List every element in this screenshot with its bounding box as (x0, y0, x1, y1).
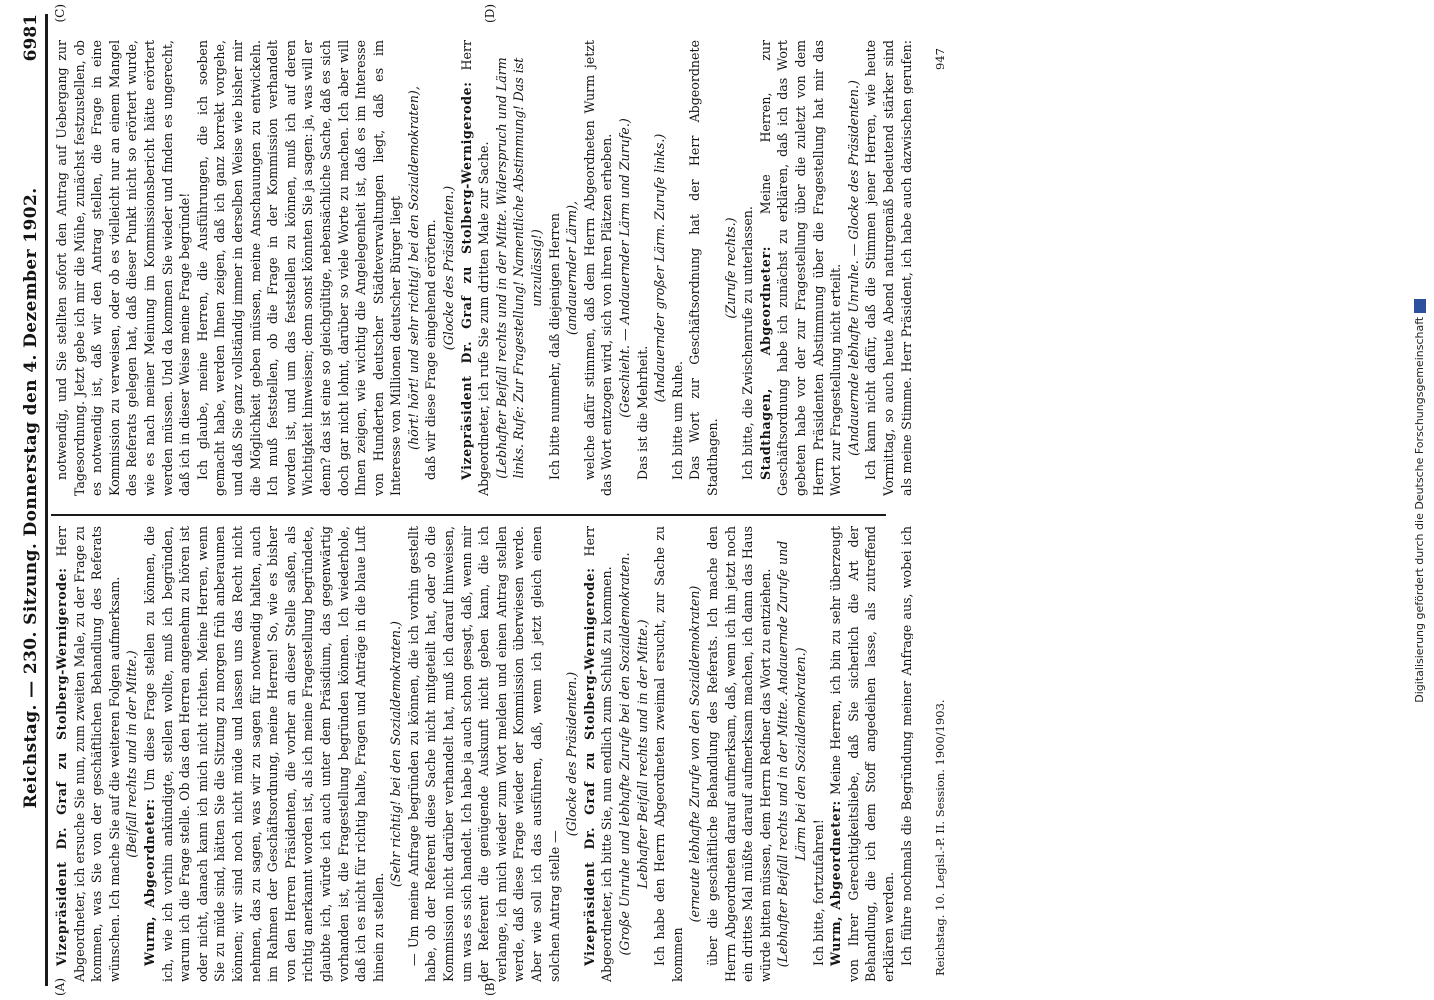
header-title: Reichstag. — 230. Sitzung. Donnerstag den 4. Dezember 1902. (21, 187, 41, 809)
paragraph (458, 40, 493, 496)
paragraph (827, 526, 897, 982)
stage-direction: (erneute lebhafte Zurufe von den Sozialdemokraten) (687, 585, 703, 923)
paragraph (686, 40, 721, 496)
header-page-number: 6981 (21, 14, 41, 62)
paragraph (405, 526, 563, 982)
paragraph-text: Ich habe den Herrn Abgeordneten zweimal ersucht, zur Sache zu kommen (652, 526, 685, 982)
paragraph (53, 40, 194, 496)
paragraph (757, 40, 845, 496)
margin-marker-d: (D) (483, 4, 497, 23)
stage-direction: (andauernder Lärm), (564, 200, 580, 336)
paragraph-text: Ich glaube, meine Herren, die Ausführungen, die ich soeben gemacht habe, werden Ihnen zeigen, daß ich ganz korrekt vorgehe, und daß Sie ganz vollständig immer in derselben Weise wie bisher mir die Möglichkeit geben müssen, meine Anschauungen zu entwickeln. Ich muß feststellen, ob die Frage in der Kommission verhandelt worden ist, und um das feststellen zu können, muß ich auf deren Wichtigkeit hinweisen; denn sonst könnten Sie ja sagen: ja, was will er denn? das ist eine so gleichgültige, nebensächliche Sache, daß es sich doch gar nicht lohnt, darüber so viele Worte zu machen. Ich aber will Ihnen zeigen, wie wichtig die Angelegenheit ist, daß es im Interesse von Hunderten deutscher Städteverwaltungen liegt, daß es im Interesse von Millionen deutscher Bürger liegt (194, 40, 404, 496)
stage-direction: (Glocke des Präsidenten.) (564, 671, 580, 837)
stage-direction: (Zurufe rechts.) (722, 217, 738, 319)
page-header (17, 14, 47, 982)
margin-marker-b: (B) (483, 977, 497, 996)
stage-direction: (Andauernder großer Lärm. Zurufe links.) (652, 133, 668, 403)
paragraph-text: Herr Abgeordneter, ich rufe Sie zum dritten Male zur Sache. (458, 40, 492, 496)
column-divider (51, 514, 886, 516)
paragraph-text: welche dafür stimmen, daß dem Herrn Abgeordneten Wurm jetzt das Wort entzogen wird, sich von ihren Plätzen erheben. (581, 40, 615, 496)
paragraph-text: Ich bitte, die Zwischenrufe zu unterlassen. (740, 206, 756, 480)
paragraph (422, 40, 440, 496)
paragraph-text: Ich bitte nunmehr, daß diejenigen Herren (546, 213, 562, 480)
margin-marker-a: (A) (53, 977, 67, 996)
right-text-column (53, 40, 913, 496)
paragraph-text: Ich kann nicht dafür, daß die Stimmen jener Herren, wie heute Vormittag, so auch heute Abend naturgemäß bedeutend stärker sind als meine Stimme. Herr Präsident, ich habe auch dazwischen gerufen: (863, 40, 913, 496)
speaker-name: Vizepräsident Dr. Graf zu Stolberg-Wernigerode: (458, 81, 474, 480)
margin-marker-c: (C) (53, 4, 67, 23)
left-text-column (53, 526, 913, 982)
speaker-name: Wurm, Abgeordneter: (828, 800, 844, 966)
paragraph-text: über die geschäftliche Behandlung des Referats. Ich mache den Herrn Abgeordneten darauf aufmerksam, daß, wenn ich ihn jetzt noch ein drittes Mal müßte darauf aufmerksam machen, ich dann das Haus würde bitten müssen, dem Herrn Redner das Wort zu entziehen. (704, 526, 773, 982)
paragraph (704, 526, 774, 982)
speaker-name: Vizepräsident Dr. Graf zu Stolberg-Wernigerode: (581, 567, 597, 966)
credit-label: Digitalisierung gefördert durch die Deutsche Forschungsgemeinschaft (1413, 316, 1426, 703)
stage-direction: (hört! hört! und sehr richtig! bei den Sozialdemokraten), (405, 86, 421, 450)
paragraph-text: Das Wort zur Geschäftsordnung hat der Herr Abgeordnete Stadthagen. (687, 40, 720, 496)
stage-direction: (Sehr richtig! bei den Sozialdemokraten.) (388, 621, 404, 887)
paragraph-text: Um diese Frage stellen zu können, die ich, wie ich vorhin ankündigte, stellen wollte, muß ich begründen, warum ich die Frage stelle. Ob das den Herren angenehm zu hören ist oder nicht, danach kann ich mich nicht richten. Meine Herren, wenn Sie zu müde sind, hätten Sie die Sitzung zu morgen früh anberaumen können; wir sind noch nicht müde und lassen uns das Recht nicht nehmen, das zu sagen, was wir zu sagen für notwendig halten, auch im Rahmen der Geschäftsordnung, meine Herren! So, wie es bisher von den Herren Präsidenten, die vorher an dieser Stelle saßen, als richtig anerkannt worden ist, als ich meine Fragestellung begründete, glaubte ich, würde ich auch unter dem Präsidium, das gegenwärtig vorhanden ist, die Fragestellung begründen können. Ich wiederhole, daß ich es nicht für richtig halte, Fragen und Anträge in die blaue Luft hinein zu stellen. (141, 526, 386, 982)
stage-direction: (Glocke des Präsidenten.) (441, 185, 457, 351)
paragraph (194, 40, 405, 496)
stage-direction: (Beifall rechts und in der Mitte.) (124, 650, 140, 858)
paragraph-text: notwendig, und Sie stellten sofort den Antrag auf Uebergang zur Tagesordnung. Jetzt gebe ich mir die Mühe, zunächst festzustellen, ob es notwendig ist, daß wir den Antrag stellen, die Frage in eine Kommission zu verweisen, oder ob es vielleicht nur an einem Mangel des Referats gelegen hat, daß dieser Punkt nicht so erörtert wurde, wie es nach meiner Meinung im Kommissionsbericht hätte erörtert werden müssen. Und da kommen Sie wieder und finden es ungerecht, daß ich in dieser Weise meine Frage begründe! (54, 40, 193, 496)
paragraph (141, 526, 387, 982)
speaker-name: Stadthagen, Abgeordneter: (757, 245, 773, 480)
stage-direction: (Geschieht. — Andauernder Lärm und Zurufe.) (617, 118, 632, 418)
footer-page-number: 947 (933, 48, 947, 70)
stage-direction: (Lebhafter Beifall rechts und in der Mitte. Widerspruch und Lärm links. Rufe: Zur Fragestellung! Namentliche Abstimmung! Das ist unzulässig!) (493, 57, 545, 479)
paragraph (546, 40, 564, 496)
paragraph-text: Herr Abgeordneter, ich bitte Sie, nun endlich zum Schluß zu kommen. (581, 526, 615, 982)
paragraph-text: daß wir diese Frage eingehend erörtern. (423, 219, 439, 480)
paragraph (651, 526, 686, 982)
paragraph (581, 526, 616, 982)
header-rule (45, 14, 48, 986)
paragraph (862, 40, 913, 496)
paragraph (898, 526, 914, 982)
paragraph (739, 40, 757, 496)
paragraph-text: Meine Herren, ich bin zu sehr überzeugt von Ihrer Gerechtigkeitsliebe, daß Sie sicherlich die Art der Behandlung, die ich dem Stoff angedeihen lasse, als zutreffend erklären werden. (828, 526, 896, 982)
dfg-credit (1413, 0, 1426, 1000)
paragraph-text: Herr Abgeordneter, ich ersuche Sie nun, zum zweiten Male, zu der Frage zu kommen, was Sie von der geschäftlichen Behandlung des Referats wünschen. Ich mache Sie auf die weiteren Folgen aufmerksam. (54, 526, 122, 982)
paragraph (810, 526, 828, 982)
paragraph-text: Das ist die Mehrheit. (634, 345, 650, 480)
speaker-name: Vizepräsident Dr. Graf zu Stolberg-Wernigerode: (54, 567, 69, 966)
paragraph (581, 40, 616, 496)
rotated-document-page (5, 0, 1385, 1000)
paragraph-text: Ich bitte um Ruhe. (669, 360, 685, 480)
dfg-logo-icon (1414, 299, 1426, 313)
speaker-name: Wurm, Abgeordneter: (141, 798, 157, 966)
paragraph-text: Meine Herren, zur Geschäftsordnung habe ich zunächst zu erklären, daß ich das Wort gebeten habe vor der zur Fragestellung über die zuletzt von dem Herrn Präsidenten Abstimmung über die Fragestellung hat mir das Wort zur Fragestellung nicht erteilt. (757, 40, 844, 496)
stage-direction: (Lebhafter Beifall rechts und in der Mitte. Andauernde Zurufe und Lärm bei den Sozialdemokraten.) (775, 540, 808, 968)
footer-session-info: Reichstag. 10. Legisl.-P. II. Session. 1900/1903. (933, 699, 947, 976)
paragraph-text: Ich führe nochmals die Begründung meiner Anfrage aus, wobei ich (898, 526, 913, 966)
paragraph-text: Ich bitte, fortzufahren! (810, 819, 826, 966)
paragraph (53, 526, 123, 982)
stage-direction: (Andauernde lebhafte Unruhe. — Glocke des Präsidenten.) (845, 80, 861, 456)
paragraph (669, 40, 687, 496)
paragraph (634, 40, 652, 496)
stage-direction: (Große Unruhe und lebhafte Zurufe bei den Sozialdemokraten. Lebhafter Beifall rechts und in der Mitte.) (617, 552, 650, 956)
paragraph-text: — Um meine Anfrage begründen zu können, die ich vorhin gestellt habe, ob der Referent diese Sache nicht mitgeteilt hat, oder ob die Kommission nicht darüber verhandelt hat, muß ich darauf hinweisen, um was es sich handelt. Ich habe ja auch schon gesagt, daß, wenn mir der Referent die genügende Auskunft nicht geben kann, die ich verlange, ich mich wieder zum Wort melden und einen Antrag stellen werde, daß diese Frage wieder der Kommission überwiesen werde. Aber wie soll ich das ausführen, daß, wenn ich jetzt gleich einen solchen Antrag stelle — (405, 526, 562, 982)
